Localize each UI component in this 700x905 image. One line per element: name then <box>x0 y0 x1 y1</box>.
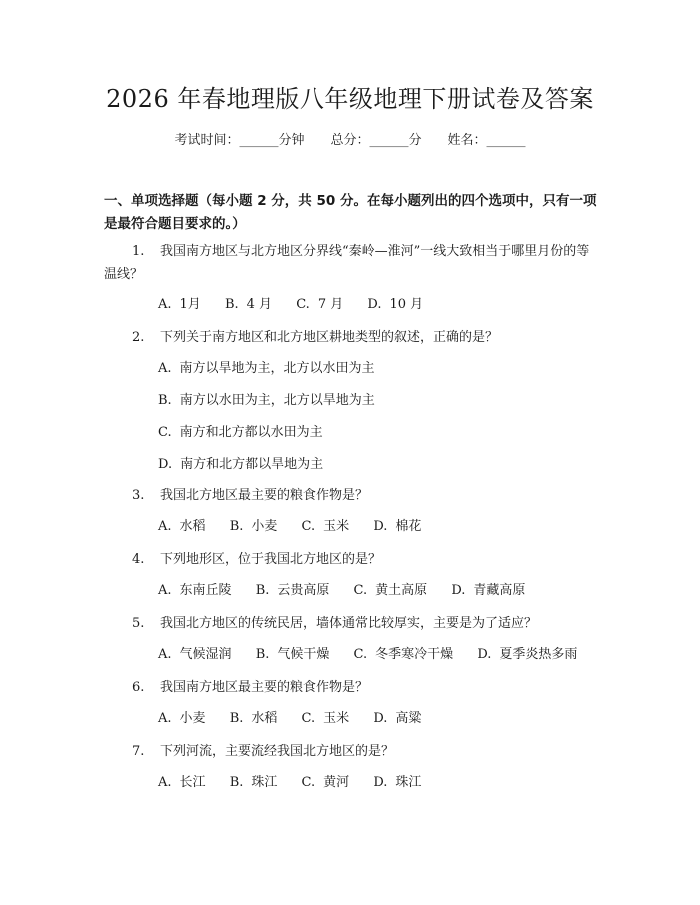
student-name-field: 姓名：______ <box>447 133 526 148</box>
option-text: 青藏高原 <box>473 583 526 598</box>
option-b <box>230 774 278 792</box>
option-text: 1月 <box>179 297 201 312</box>
question-5 <box>104 612 600 635</box>
option-text: 气候湿润 <box>179 647 232 662</box>
question-4 <box>104 548 600 571</box>
question-4-options <box>158 582 618 600</box>
option-b <box>256 646 330 664</box>
option-text: 南方和北方都以水田为主 <box>179 425 323 440</box>
option-c <box>302 774 350 792</box>
question-number: 5. <box>132 616 145 631</box>
question-6 <box>104 676 600 699</box>
question-text: 我国北方地区最主要的粮食作物是？ <box>160 488 369 503</box>
option-a <box>158 774 206 792</box>
question-text: 我国北方地区的传统民居，墙体通常比较厚实，主要是为了适应？ <box>160 616 538 631</box>
option-letter: A. <box>158 519 172 534</box>
option-a <box>158 296 201 314</box>
question-6-options <box>158 710 618 728</box>
option-text: 南方以旱地为主，北方以水田为主 <box>179 361 375 376</box>
question-number: 6. <box>132 680 145 695</box>
question-7-options <box>158 774 618 792</box>
question-1-options <box>158 296 618 314</box>
option-letter: D. <box>373 519 388 534</box>
option-c <box>354 582 428 600</box>
question-2 <box>104 326 600 349</box>
question-7 <box>104 740 600 763</box>
option-letter: C. <box>353 583 368 598</box>
option-letter: D. <box>158 457 173 472</box>
option-letter: D. <box>451 583 466 598</box>
question-3-options <box>158 518 618 536</box>
option-text: 10 月 <box>389 297 424 312</box>
option-text: 南方以水田为主，北方以旱地为主 <box>179 393 375 408</box>
question-2-option-c <box>158 424 618 442</box>
option-d <box>373 518 421 536</box>
option-b <box>230 518 278 536</box>
option-letter: C. <box>353 647 368 662</box>
option-b <box>230 710 278 728</box>
option-text: 云贵高原 <box>277 583 330 598</box>
option-text: 玉米 <box>323 519 350 534</box>
option-letter: D. <box>477 647 492 662</box>
option-letter: C. <box>301 711 316 726</box>
option-text: 玉米 <box>323 711 350 726</box>
option-letter: C. <box>296 297 310 312</box>
question-2-option-a <box>158 360 618 378</box>
option-letter: C. <box>158 425 172 440</box>
section-heading: 一、单项选择题（每小题 2 分，共 50 分。在每小题列出的四个选项中，只有一项是最符合题目要求的。） <box>104 193 597 232</box>
option-text: 珠江 <box>251 775 278 790</box>
exam-meta <box>0 132 700 150</box>
option-b <box>225 296 272 314</box>
option-letter: B. <box>229 519 244 534</box>
total-score-field: 总分：______分 <box>330 133 422 148</box>
option-letter: C. <box>301 775 316 790</box>
option-text: 气候干燥 <box>277 647 330 662</box>
option-d <box>373 774 421 792</box>
option-c <box>296 296 343 314</box>
option-text: 水稻 <box>179 519 206 534</box>
option-letter: B. <box>158 393 172 408</box>
option-letter: A. <box>158 711 172 726</box>
question-number: 2. <box>132 330 145 345</box>
page-title: 2026 年春地理版八年级地理下册试卷及答案 <box>106 85 594 113</box>
option-letter: D. <box>367 297 382 312</box>
question-2-option-b <box>158 392 618 410</box>
option-letter: C. <box>301 519 316 534</box>
option-letter: B. <box>255 647 270 662</box>
option-c <box>302 710 350 728</box>
option-text: 4 月 <box>246 297 273 312</box>
option-text: 水稻 <box>251 711 278 726</box>
question-text: 下列地形区，位于我国北方地区的是？ <box>160 552 382 567</box>
option-d <box>451 582 525 600</box>
option-c <box>354 646 454 664</box>
exam-time-field: 考试时间：______分钟 <box>174 133 305 148</box>
option-text: 南方和北方都以旱地为主 <box>180 457 324 472</box>
question-text: 我国南方地区最主要的粮食作物是？ <box>160 680 369 695</box>
option-letter: A. <box>158 297 172 312</box>
option-text: 小麦 <box>251 519 278 534</box>
option-text: 东南丘陵 <box>179 583 232 598</box>
option-letter: A. <box>158 775 172 790</box>
question-text: 下列河流，主要流经我国北方地区的是？ <box>160 744 395 759</box>
question-number: 4. <box>132 552 145 567</box>
option-text: 珠江 <box>395 775 422 790</box>
question-1 <box>104 240 600 286</box>
option-letter: A. <box>158 583 172 598</box>
option-text: 冬季寒冷干燥 <box>375 647 454 662</box>
option-letter: D. <box>373 711 388 726</box>
option-a <box>158 582 232 600</box>
option-d <box>477 646 577 664</box>
option-d <box>367 296 423 314</box>
option-a <box>158 710 206 728</box>
option-a <box>158 646 232 664</box>
option-letter: A. <box>158 361 172 376</box>
option-letter: D. <box>373 775 388 790</box>
option-letter: B. <box>229 775 244 790</box>
option-text: 小麦 <box>179 711 206 726</box>
question-number: 3. <box>132 488 145 503</box>
option-letter: B. <box>224 297 239 312</box>
question-3 <box>104 484 600 507</box>
option-text: 黄土高原 <box>375 583 428 598</box>
option-text: 黄河 <box>323 775 350 790</box>
option-d <box>373 710 421 728</box>
question-number: 1. <box>132 244 145 259</box>
option-a <box>158 518 206 536</box>
option-b <box>256 582 330 600</box>
option-text: 夏季炎热多雨 <box>499 647 578 662</box>
option-c <box>302 518 350 536</box>
option-text: 棉花 <box>395 519 422 534</box>
option-text: 7 月 <box>317 297 344 312</box>
option-text: 高粱 <box>395 711 422 726</box>
option-letter: A. <box>158 647 172 662</box>
option-letter: B. <box>255 583 270 598</box>
question-number: 7. <box>132 744 145 759</box>
option-text: 长江 <box>179 775 206 790</box>
question-text: 我国南方地区与北方地区分界线“秦岭—淮河”一线大致相当于哪里月份的等温线？ <box>104 244 590 282</box>
question-2-option-d <box>158 456 618 474</box>
question-text: 下列关于南方地区和北方地区耕地类型的叙述，正确的是？ <box>160 330 499 345</box>
question-5-options <box>158 646 618 664</box>
option-letter: B. <box>229 711 244 726</box>
